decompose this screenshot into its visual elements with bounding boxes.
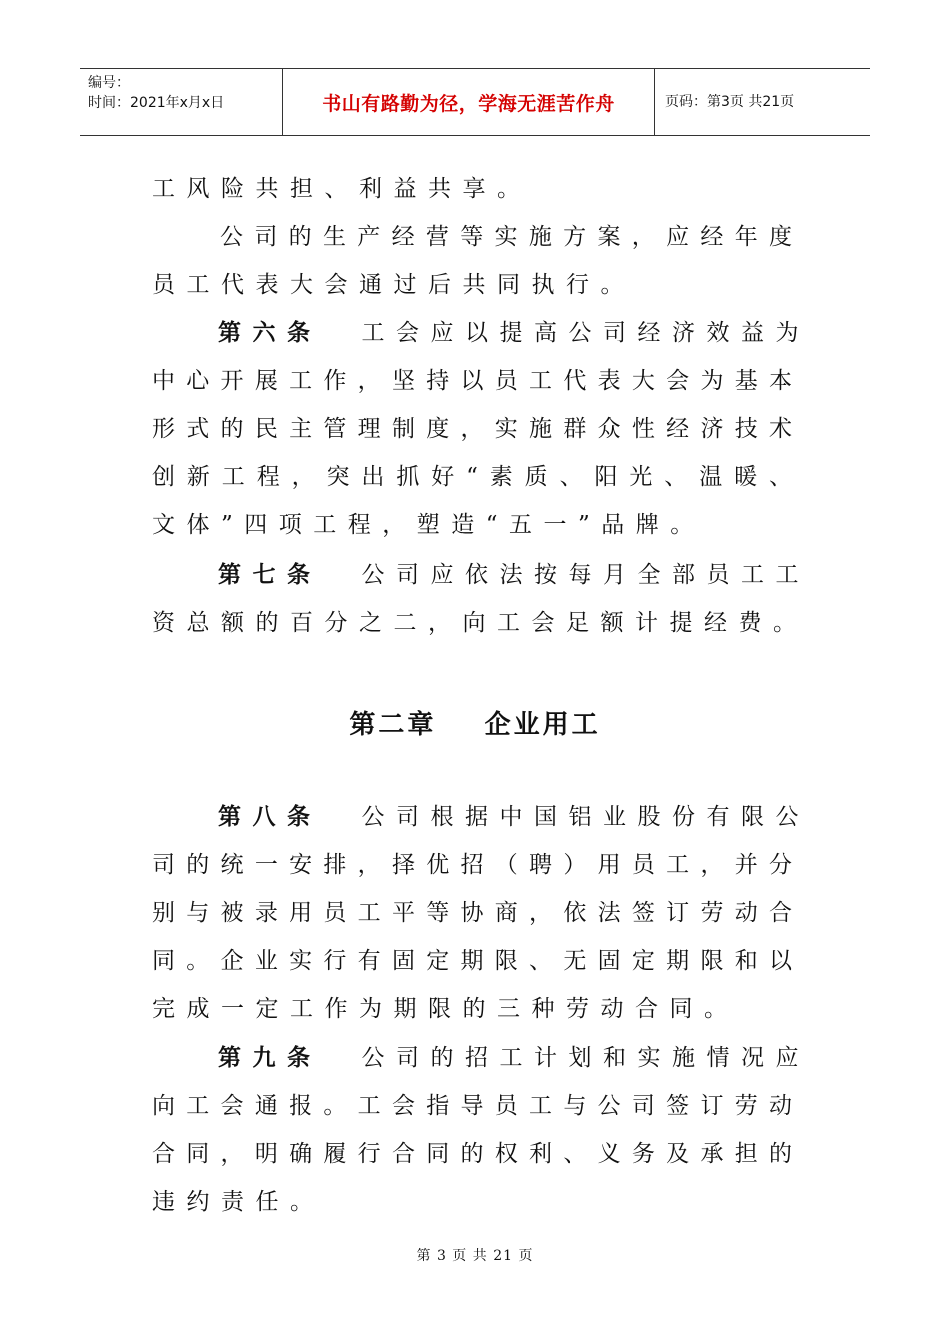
header-motto-cell	[282, 69, 655, 135]
body-line: 中心开展工作，坚持以员工代表大会为基本	[152, 368, 792, 394]
page-footer: 第 3 页 共 21 页	[416, 1248, 534, 1264]
article-7-line	[218, 560, 810, 590]
body-line: 司的统一安排，择优招（聘）用员工，并分	[152, 852, 792, 878]
header-motto: 书山有路勤为径，学海无涯苦作舟	[322, 92, 615, 115]
body-line: 工风险共担、利益共享。	[152, 176, 532, 202]
article-7-text: 公司应依法按每月全部员工工	[361, 562, 810, 588]
document-header	[80, 68, 870, 136]
article-9-line	[218, 1043, 810, 1073]
body-line: 合同，明确履行合同的权利、义务及承担的	[152, 1141, 792, 1167]
article-6-text: 工会应以提高公司经济效益为	[361, 320, 810, 346]
body-line: 员工代表大会通过后共同执行。	[152, 272, 635, 298]
article-8-line	[218, 802, 810, 832]
body-line: 别与被录用员工平等协商，依法签订劳动合	[152, 900, 792, 926]
article-6-line	[218, 318, 810, 348]
article-9-text: 公司的招工计划和实施情况应	[361, 1045, 810, 1071]
header-page-info: 页码：第3页 共21页	[665, 94, 795, 110]
body-line: 违约责任。	[152, 1189, 325, 1215]
header-number: 编号：	[88, 75, 130, 91]
body-line: 同。企业实行有固定期限、无固定期限和以	[152, 948, 792, 974]
article-7-label: 第七条	[218, 562, 322, 588]
body-line: 向工会通报。工会指导员工与公司签订劳动	[152, 1093, 792, 1119]
body-line: 完成一定工作为期限的三种劳动合同。	[152, 996, 739, 1022]
body-line: 形式的民主管理制度，实施群众性经济技术	[152, 416, 792, 442]
article-8-text: 公司根据中国铝业股份有限公	[361, 804, 810, 830]
article-8-label: 第八条	[218, 804, 322, 830]
body-line: 资总额的百分之二，向工会足额计提经费。	[152, 610, 808, 636]
article-6-label: 第六条	[218, 320, 322, 346]
header-time: 时间：2021年x月x日	[88, 95, 225, 111]
header-meta	[80, 69, 282, 135]
body-line: 公司的生产经营等实施方案，应经年度	[220, 224, 792, 250]
body-line: 文体”四项工程，塑造“五一”品牌。	[152, 512, 705, 538]
body-line: 创新工程，突出抓好“素质、阳光、温暖、	[152, 464, 792, 490]
header-page-cell	[655, 69, 870, 135]
article-9-label: 第九条	[218, 1045, 322, 1071]
chapter-title: 第二章 企业用工	[349, 710, 601, 740]
